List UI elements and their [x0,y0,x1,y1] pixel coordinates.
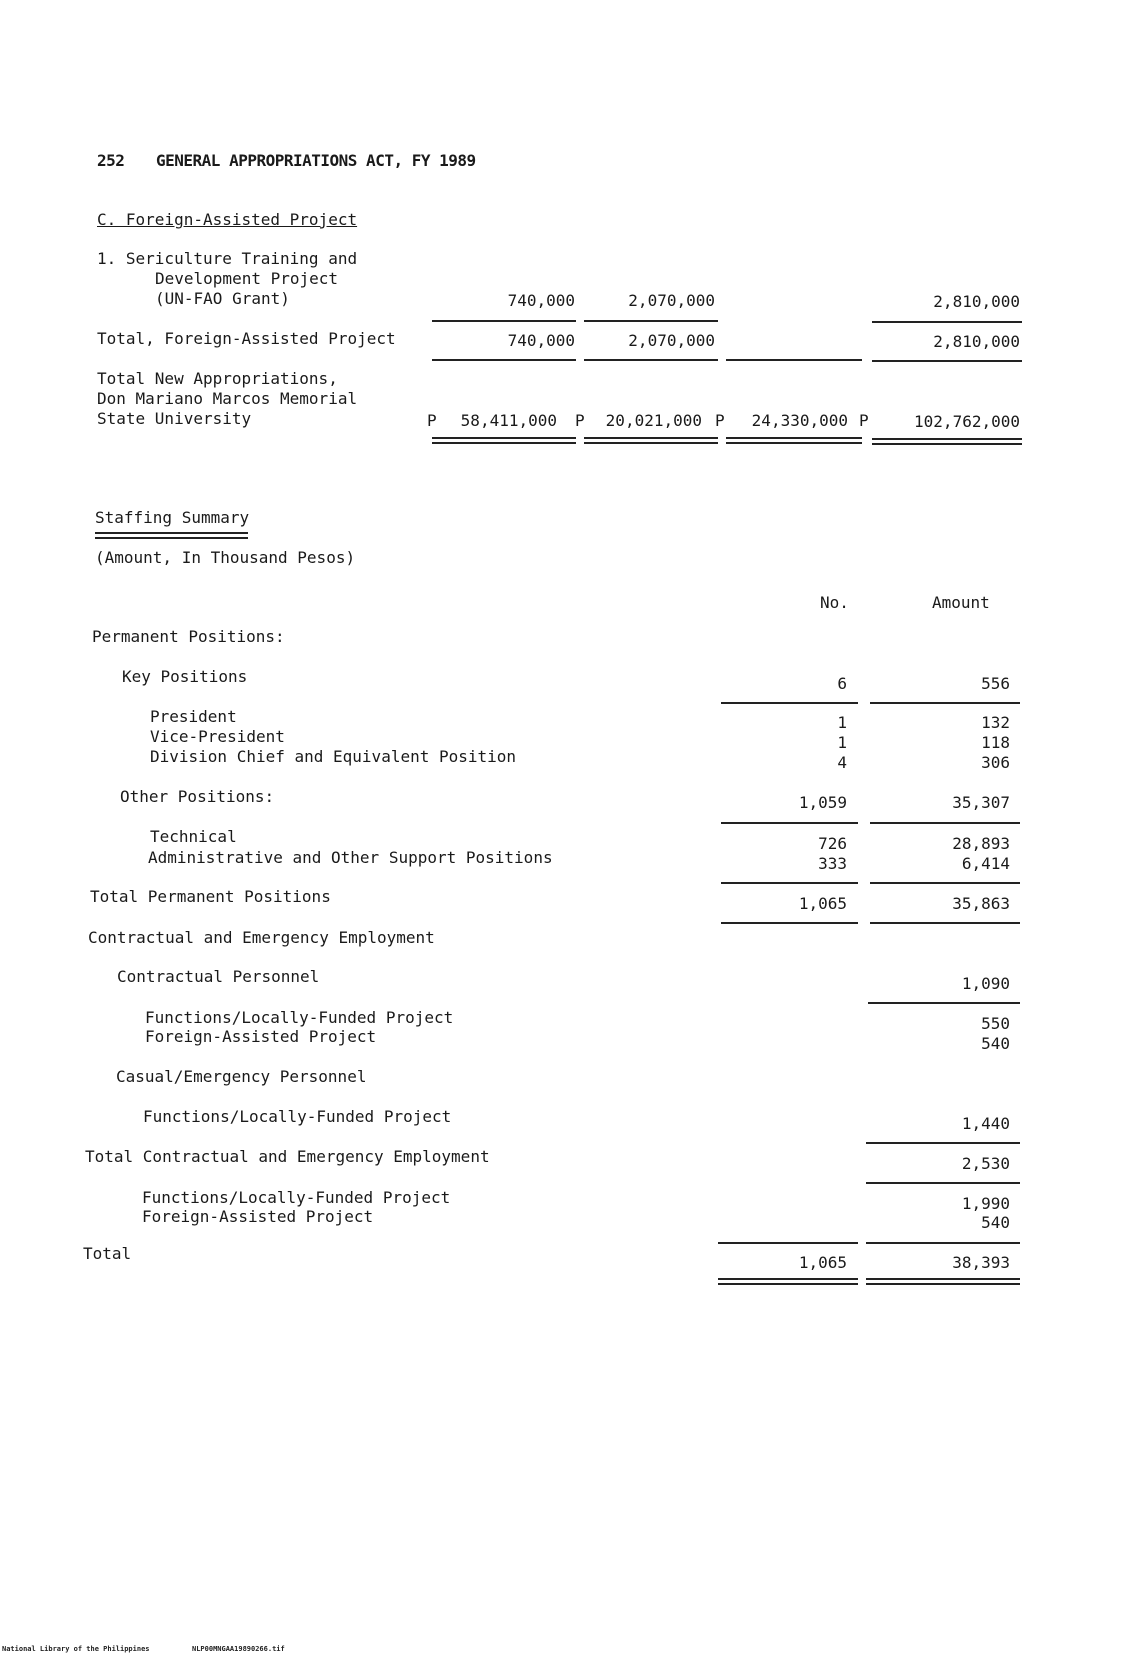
double-rule [432,437,576,444]
rule [584,320,718,322]
col-header-no: No. [820,593,849,612]
rule [721,822,858,824]
other-item-no: 333 [818,854,847,873]
item-col1: 740,000 [507,291,575,310]
rule [870,702,1020,704]
double-rule [866,1278,1020,1285]
footer-file-id: NLP00MNGAA19890266.tif [192,1645,285,1653]
total-permanent-amount: 35,863 [952,894,1010,913]
total-contractual-item-label: Functions/Locally-Funded Project [142,1188,451,1207]
rule [870,822,1020,824]
page-number: 252 [97,151,125,170]
key-item-label: President [150,707,237,726]
other-item-amount: 28,893 [952,834,1010,853]
key-item-no: 1 [837,713,847,732]
key-positions-no: 6 [837,674,847,693]
item-label-line2: Development Project [155,269,339,288]
rule [721,882,858,884]
grand-total-col2: 20,021,000 [605,411,702,430]
other-positions-amount: 35,307 [952,793,1010,812]
total-foreign-col2: 2,070,000 [628,331,715,350]
rule [721,702,858,704]
other-positions-label: Other Positions: [120,787,275,806]
other-item-label: Technical [150,827,237,846]
staffing-title: Staffing Summary [95,508,250,527]
rule [870,882,1020,884]
total-contractual-label: Total Contractual and Emergency Employment [85,1147,490,1166]
double-rule [584,437,718,444]
double-rule [95,532,248,539]
casual-item-label: Functions/Locally-Funded Project [143,1107,452,1126]
staffing-subtitle: (Amount, In Thousand Pesos) [95,548,356,567]
rule [872,321,1022,323]
peso-sign: P [859,411,869,430]
contractual-item-label: Foreign-Assisted Project [145,1027,377,1046]
key-item-no: 4 [837,753,847,772]
total-permanent-no: 1,065 [798,894,847,913]
permanent-label: Permanent Positions: [92,627,285,646]
casual-item-amount: 1,440 [961,1114,1010,1133]
other-item-amount: 6,414 [961,854,1010,873]
contractual-item-amount: 540 [981,1034,1010,1053]
section-title: C. Foreign-Assisted Project [97,210,358,229]
total-contractual-item-amount: 1,990 [961,1194,1010,1213]
rule [872,360,1022,362]
contractual-item-label: Functions/Locally-Funded Project [145,1008,454,1027]
key-item-label: Vice-President [150,727,285,746]
col-header-amount: Amount [932,593,990,612]
grand-total-label: Total [83,1244,132,1263]
rule [866,1182,1020,1184]
rule [868,1002,1020,1004]
other-positions-no: 1,059 [798,793,847,812]
rule [432,359,576,361]
rule [432,320,576,322]
key-item-amount: 132 [981,713,1010,732]
total-contractual-item-label: Foreign-Assisted Project [142,1207,374,1226]
item-total: 2,810,000 [933,292,1020,311]
casual-label: Casual/Emergency Personnel [116,1067,367,1086]
double-rule [872,438,1022,445]
total-permanent-label: Total Permanent Positions [90,887,331,906]
rule [721,922,858,924]
rule [870,922,1020,924]
grand-total-total: 102,762,000 [914,412,1020,431]
total-foreign-col1: 740,000 [507,331,575,350]
peso-sign: P [427,411,437,430]
total-foreign-total: 2,810,000 [933,332,1020,351]
item-label-line1: 1. Sericulture Training and [97,249,358,268]
item-col2: 2,070,000 [628,291,715,310]
contractual-item-amount: 550 [981,1014,1010,1033]
key-positions-label: Key Positions [122,667,248,686]
peso-sign: P [575,411,585,430]
grand-total-label-line1: Total New Appropriations, [97,369,338,388]
contractual-personnel-label: Contractual Personnel [117,967,320,986]
page-title: GENERAL APPROPRIATIONS ACT, FY 1989 [156,151,476,170]
rule [718,1242,858,1244]
key-positions-amount: 556 [981,674,1010,693]
key-item-no: 1 [837,733,847,752]
rule [584,359,718,361]
key-item-amount: 118 [981,733,1010,752]
rule [726,359,862,361]
key-item-amount: 306 [981,753,1010,772]
grand-total-col1: 58,411,000 [460,411,557,430]
grand-total-label-line3: State University [97,409,252,428]
total-contractual-amount: 2,530 [961,1154,1010,1173]
contractual-personnel-amount: 1,090 [961,974,1010,993]
key-item-label: Division Chief and Equivalent Position [150,747,517,766]
rule [866,1242,1020,1244]
other-item-no: 726 [818,834,847,853]
total-contractual-item-amount: 540 [981,1213,1010,1232]
grand-total-label-line2: Don Mariano Marcos Memorial [97,389,358,408]
double-rule [718,1278,858,1285]
footer-library: National Library of the Philippines [2,1645,150,1653]
double-rule [726,437,862,444]
total-foreign-label: Total, Foreign-Assisted Project [97,329,396,348]
grand-total-col3: 24,330,000 [751,411,848,430]
item-label-line3: (UN-FAO Grant) [155,289,290,308]
grand-total-amount: 38,393 [952,1253,1010,1272]
other-item-label: Administrative and Other Support Positions [148,848,553,867]
contractual-label: Contractual and Emergency Employment [88,928,435,947]
rule [866,1142,1020,1144]
peso-sign: P [715,411,725,430]
grand-total-no: 1,065 [798,1253,847,1272]
